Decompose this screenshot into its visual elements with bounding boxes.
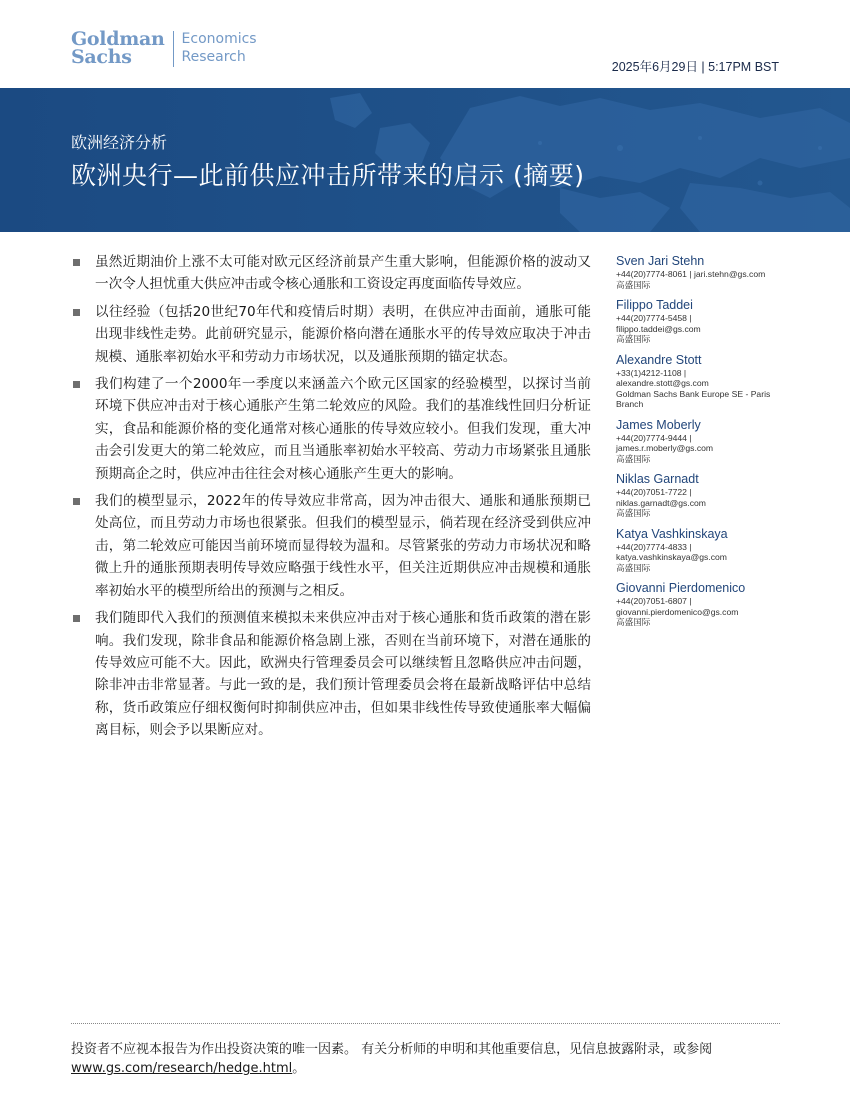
author-entry <box>616 298 786 345</box>
page-header <box>0 0 850 88</box>
author-entry <box>616 527 786 574</box>
author-phone: +33(1)4212-1108 | <box>616 367 687 378</box>
logo-economics: Economics <box>181 31 257 47</box>
hedge-disclosure-link[interactable]: www.gs.com/research/hedge.html <box>71 1061 293 1076</box>
author-affiliation: 高盛国际 <box>616 617 651 627</box>
author-entry <box>616 353 786 410</box>
disclosure-footer <box>71 1040 780 1078</box>
author-contact[interactable]: +44(20)7774-8061 | jari.stehn@gs.com <box>616 269 766 279</box>
bullet-text: 虽然近期油价上涨不太可能对欧元区经济前景产生重大影响，但能源价格的波动又一次令人担忧重大供应冲击或令核心通胀和工资设定再度面临传导效应。 <box>95 254 591 293</box>
author-entry <box>616 254 786 290</box>
bullet-text: 以往经验（包括20世纪70年代和疫情后时期）表明，在供应冲击面前，通胀可能出现非线性走势。此前研究显示，能源价格向潜在通胀水平的传导效应取决于冲击规模、通胀率初始水平和劳动力市场状况，以及通胀预期的锚定状态。 <box>95 303 591 365</box>
author-phone: +44(20)7774-4833 | <box>616 541 692 552</box>
footer-divider <box>71 1023 780 1024</box>
author-entry <box>616 472 786 519</box>
bullet-text: 我们随即代入我们的预测值来模拟未来供应冲击对于核心通胀和货币政策的潜在影响。我们发现，除非食品和能源价格急剧上涨，否则在当前环境下，对潜在通胀的传导效应可能不大。因此，欧洲央行管理委员会可以继续暂且忽略供应冲击问题，除非冲击非常显著。与此一致的是，我们预计管理委员会将在最新战略评估中总结称，货币政策应仔细权衡何时抑制供应冲击，但如果非线性传导致使通胀率大幅偏离目标，则会予以果断应对。 <box>95 610 591 739</box>
list-item <box>71 301 591 368</box>
disclosure-text: 投资者不应视本报告为作出投资决策的唯一因素。 有关分析师的申明和其他重要信息，见信息披露附录，或参阅 <box>71 1042 713 1057</box>
author-affiliation: 高盛国际 <box>616 279 651 290</box>
author-list <box>616 254 786 636</box>
author-name: Giovanni Pierdomenico <box>616 581 746 595</box>
author-email[interactable]: niklas.garnadt@gs.com <box>616 497 706 508</box>
author-entry <box>616 418 786 465</box>
logo-research: Research <box>181 49 246 65</box>
author-phone: +44(20)7051-6807 | <box>616 596 692 606</box>
logo-wordmark <box>71 30 165 66</box>
list-item <box>71 251 591 296</box>
square-bullet-icon <box>73 309 80 316</box>
footer-suffix: 。 <box>292 1061 306 1076</box>
logo-goldman: Goldman <box>71 28 165 50</box>
report-series: 欧洲经济分析 <box>71 133 168 152</box>
author-name: James Moberly <box>616 417 701 432</box>
report-title: 欧洲央行—此前供应冲击所带来的启示 (摘要) <box>71 161 585 190</box>
author-affiliation: 高盛国际 <box>616 562 651 573</box>
list-item <box>71 607 591 741</box>
square-bullet-icon <box>73 615 80 622</box>
author-affiliation: 高盛国际 <box>616 453 651 464</box>
author-email[interactable]: katya.vashkinskaya@gs.com <box>616 552 727 562</box>
publish-date: 2025年6月29日 | 5:17PM BST <box>611 60 779 74</box>
author-phone: +44(20)7774-9444 | <box>616 432 692 443</box>
goldman-sachs-logo <box>71 30 257 67</box>
author-phone: +44(20)7774-5458 | <box>616 313 692 323</box>
author-name: Alexandre Stott <box>616 352 702 367</box>
author-affiliation: Goldman Sachs Bank Europe SE - Paris Branch <box>616 388 771 409</box>
title-banner <box>0 88 850 232</box>
logo-divider <box>173 31 174 67</box>
list-item <box>71 490 591 602</box>
author-name: Filippo Taddei <box>616 298 693 312</box>
square-bullet-icon <box>73 259 80 266</box>
author-phone: +44(20)7051-7722 | <box>616 487 692 497</box>
list-item <box>71 373 591 485</box>
square-bullet-icon <box>73 381 80 388</box>
square-bullet-icon <box>73 498 80 505</box>
author-affiliation: 高盛国际 <box>616 508 651 518</box>
author-email[interactable]: filippo.taddei@gs.com <box>616 323 701 334</box>
author-affiliation: 高盛国际 <box>616 334 651 344</box>
author-name: Niklas Garnadt <box>616 472 699 486</box>
author-email[interactable]: alexandre.stott@gs.com <box>616 378 709 388</box>
author-name: Katya Vashkinskaya <box>616 526 728 541</box>
author-name: Sven Jari Stehn <box>616 254 705 268</box>
logo-department <box>182 30 257 66</box>
logo-sachs: Sachs <box>71 46 132 68</box>
bullet-text: 我们的模型显示，2022年的传导效应非常高，因为冲击很大、通胀和通胀预期已处高位，而且劳动力市场也很紧张。但我们的模型显示，倘若现在经济受到供应冲击，第二轮效应可能因当前环境而显得较为温和。尽管紧张的劳动力市场状况和略微上升的通胀预期表明传导效应略强于线性水平，但关注近期供应冲击规模和通胀率初始水平的模型所给出的预测与之相反。 <box>95 493 591 599</box>
author-email[interactable]: james.r.moberly@gs.com <box>616 443 714 453</box>
key-points-list <box>71 251 591 747</box>
author-entry <box>616 581 786 628</box>
bullet-text: 我们构建了一个2000年一季度以来涵盖六个欧元区国家的经验模型，以探讨当前环境下供应冲击对于核心通胀产生第二轮效应的风险。我们的基准线性回归分析证实，食品和能源价格的变化通常对核心通胀的传导效应较小。但我们发现，重大冲击会引发更大的第二轮效应，而且当通胀率初始水平较高、劳动力市场紧张且通胀预期高企之时，供应冲击往往会对核心通胀产生更大的影响。 <box>95 376 591 482</box>
author-email[interactable]: giovanni.pierdomenico@gs.com <box>616 606 739 617</box>
